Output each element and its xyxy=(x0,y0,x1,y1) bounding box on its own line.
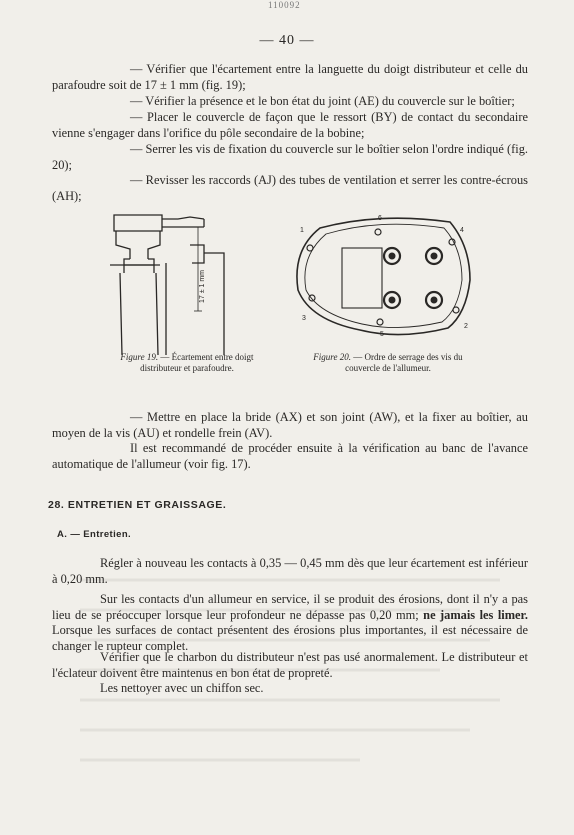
figure-20-drawing xyxy=(280,210,500,345)
page-number: — 40 — xyxy=(259,33,315,48)
section-paragraph-4: Les nettoyer avec un chiffon sec. xyxy=(100,681,264,695)
intro-item-4: — Serrer les vis de fixation du couvercle sur le boîtier selon l'ordre indiqué (fig. 20); xyxy=(52,142,528,172)
intro-item-3: — Placer le couvercle de façon que le ressort (BY) de contact du secondaire vienne s'engager dans l'orifice du pôle secondaire de la bobine; xyxy=(52,110,528,140)
screw-hole-2 xyxy=(453,307,459,313)
screw-hole-1 xyxy=(307,245,313,251)
screw-hole-3 xyxy=(309,295,315,301)
intro-item-5: — Revisser les raccords (AJ) des tubes de ventilation et serrer les contre-écrous (AH); xyxy=(52,173,528,203)
subsection-title: A. — Entretien. xyxy=(57,529,132,540)
cover-outline xyxy=(297,218,470,334)
figure-19-number: Figure 19. xyxy=(120,352,159,362)
order-label-6: 6 xyxy=(378,215,382,222)
section-paragraph-3: Vérifier que le charbon du distributeur n'est pas usé anormalement. Le distributeur et l'éclateur doivent être maintenus en bon état de propreté. xyxy=(52,650,528,680)
order-label-5: 5 xyxy=(380,331,384,338)
section-paragraph-2-warning: ne jamais les limer. xyxy=(423,607,528,622)
header-mark: 110092 xyxy=(268,0,301,10)
section-title: 28. ENTRETIEN ET GRAISSAGE. xyxy=(48,499,227,511)
cover-window xyxy=(342,248,382,308)
order-label-2: 2 xyxy=(464,323,468,330)
screw-hole-6 xyxy=(375,229,381,235)
order-label-1: 1 xyxy=(300,227,304,234)
distributor-finger xyxy=(114,215,162,231)
bleed-through-texture xyxy=(60,560,520,790)
figure-19-caption-text: — Écartement entre doigt distributeur et parafoudre. xyxy=(140,352,254,373)
screw-hole-5 xyxy=(377,319,383,325)
lightning-arrester-tab xyxy=(190,245,204,263)
section-paragraph-2-start: Sur les contacts d'un allumeur en service, il se produit des érosions, dont il n'y a pas lieu de se préoccuper lorsque leur profondeur ne dépasse pas 0,20 mm; xyxy=(52,592,528,622)
intro-item-2: — Vérifier la présence et le bon état du joint (AE) du couvercle sur le boîtier; xyxy=(130,94,515,108)
figure-20-caption-text: — Ordre de serrage des vis du couvercle de l'allumeur. xyxy=(345,352,463,373)
after-figures-item-1: — Mettre en place la bride (AX) et son joint (AW), et la fixer au boîtier, au moyen de la vis (AU) et rondelle frein (AV). xyxy=(52,410,528,440)
section-paragraph-2-end: Lorsque les surfaces de contact présentent des érosions plus importantes, il est nécessaire de changer le rupteur complet. xyxy=(52,623,528,653)
figure-19-drawing xyxy=(104,205,234,355)
figure-19-dimension: 17 ± 1 mm xyxy=(199,269,206,303)
intro-item-1: — Vérifier que l'écartement entre la languette du doigt distributeur et celle du parafoudre soit de 17 ± 1 mm (fig. 19); xyxy=(52,62,528,92)
figure-20-caption xyxy=(298,352,478,374)
figure-19-caption xyxy=(112,352,262,374)
order-label-3: 3 xyxy=(302,315,306,322)
order-label-4: 4 xyxy=(460,227,464,234)
section-paragraph-1: Régler à nouveau les contacts à 0,35 — 0,45 mm dès que leur écartement est inférieur à 0,20 mm. xyxy=(52,556,528,586)
figure-20-number: Figure 20. xyxy=(313,352,351,362)
after-figures-item-2: Il est recommandé de procéder ensuite à la vérification au banc de l'avance automatique de l'allumeur (voir fig. 17). xyxy=(52,441,528,471)
